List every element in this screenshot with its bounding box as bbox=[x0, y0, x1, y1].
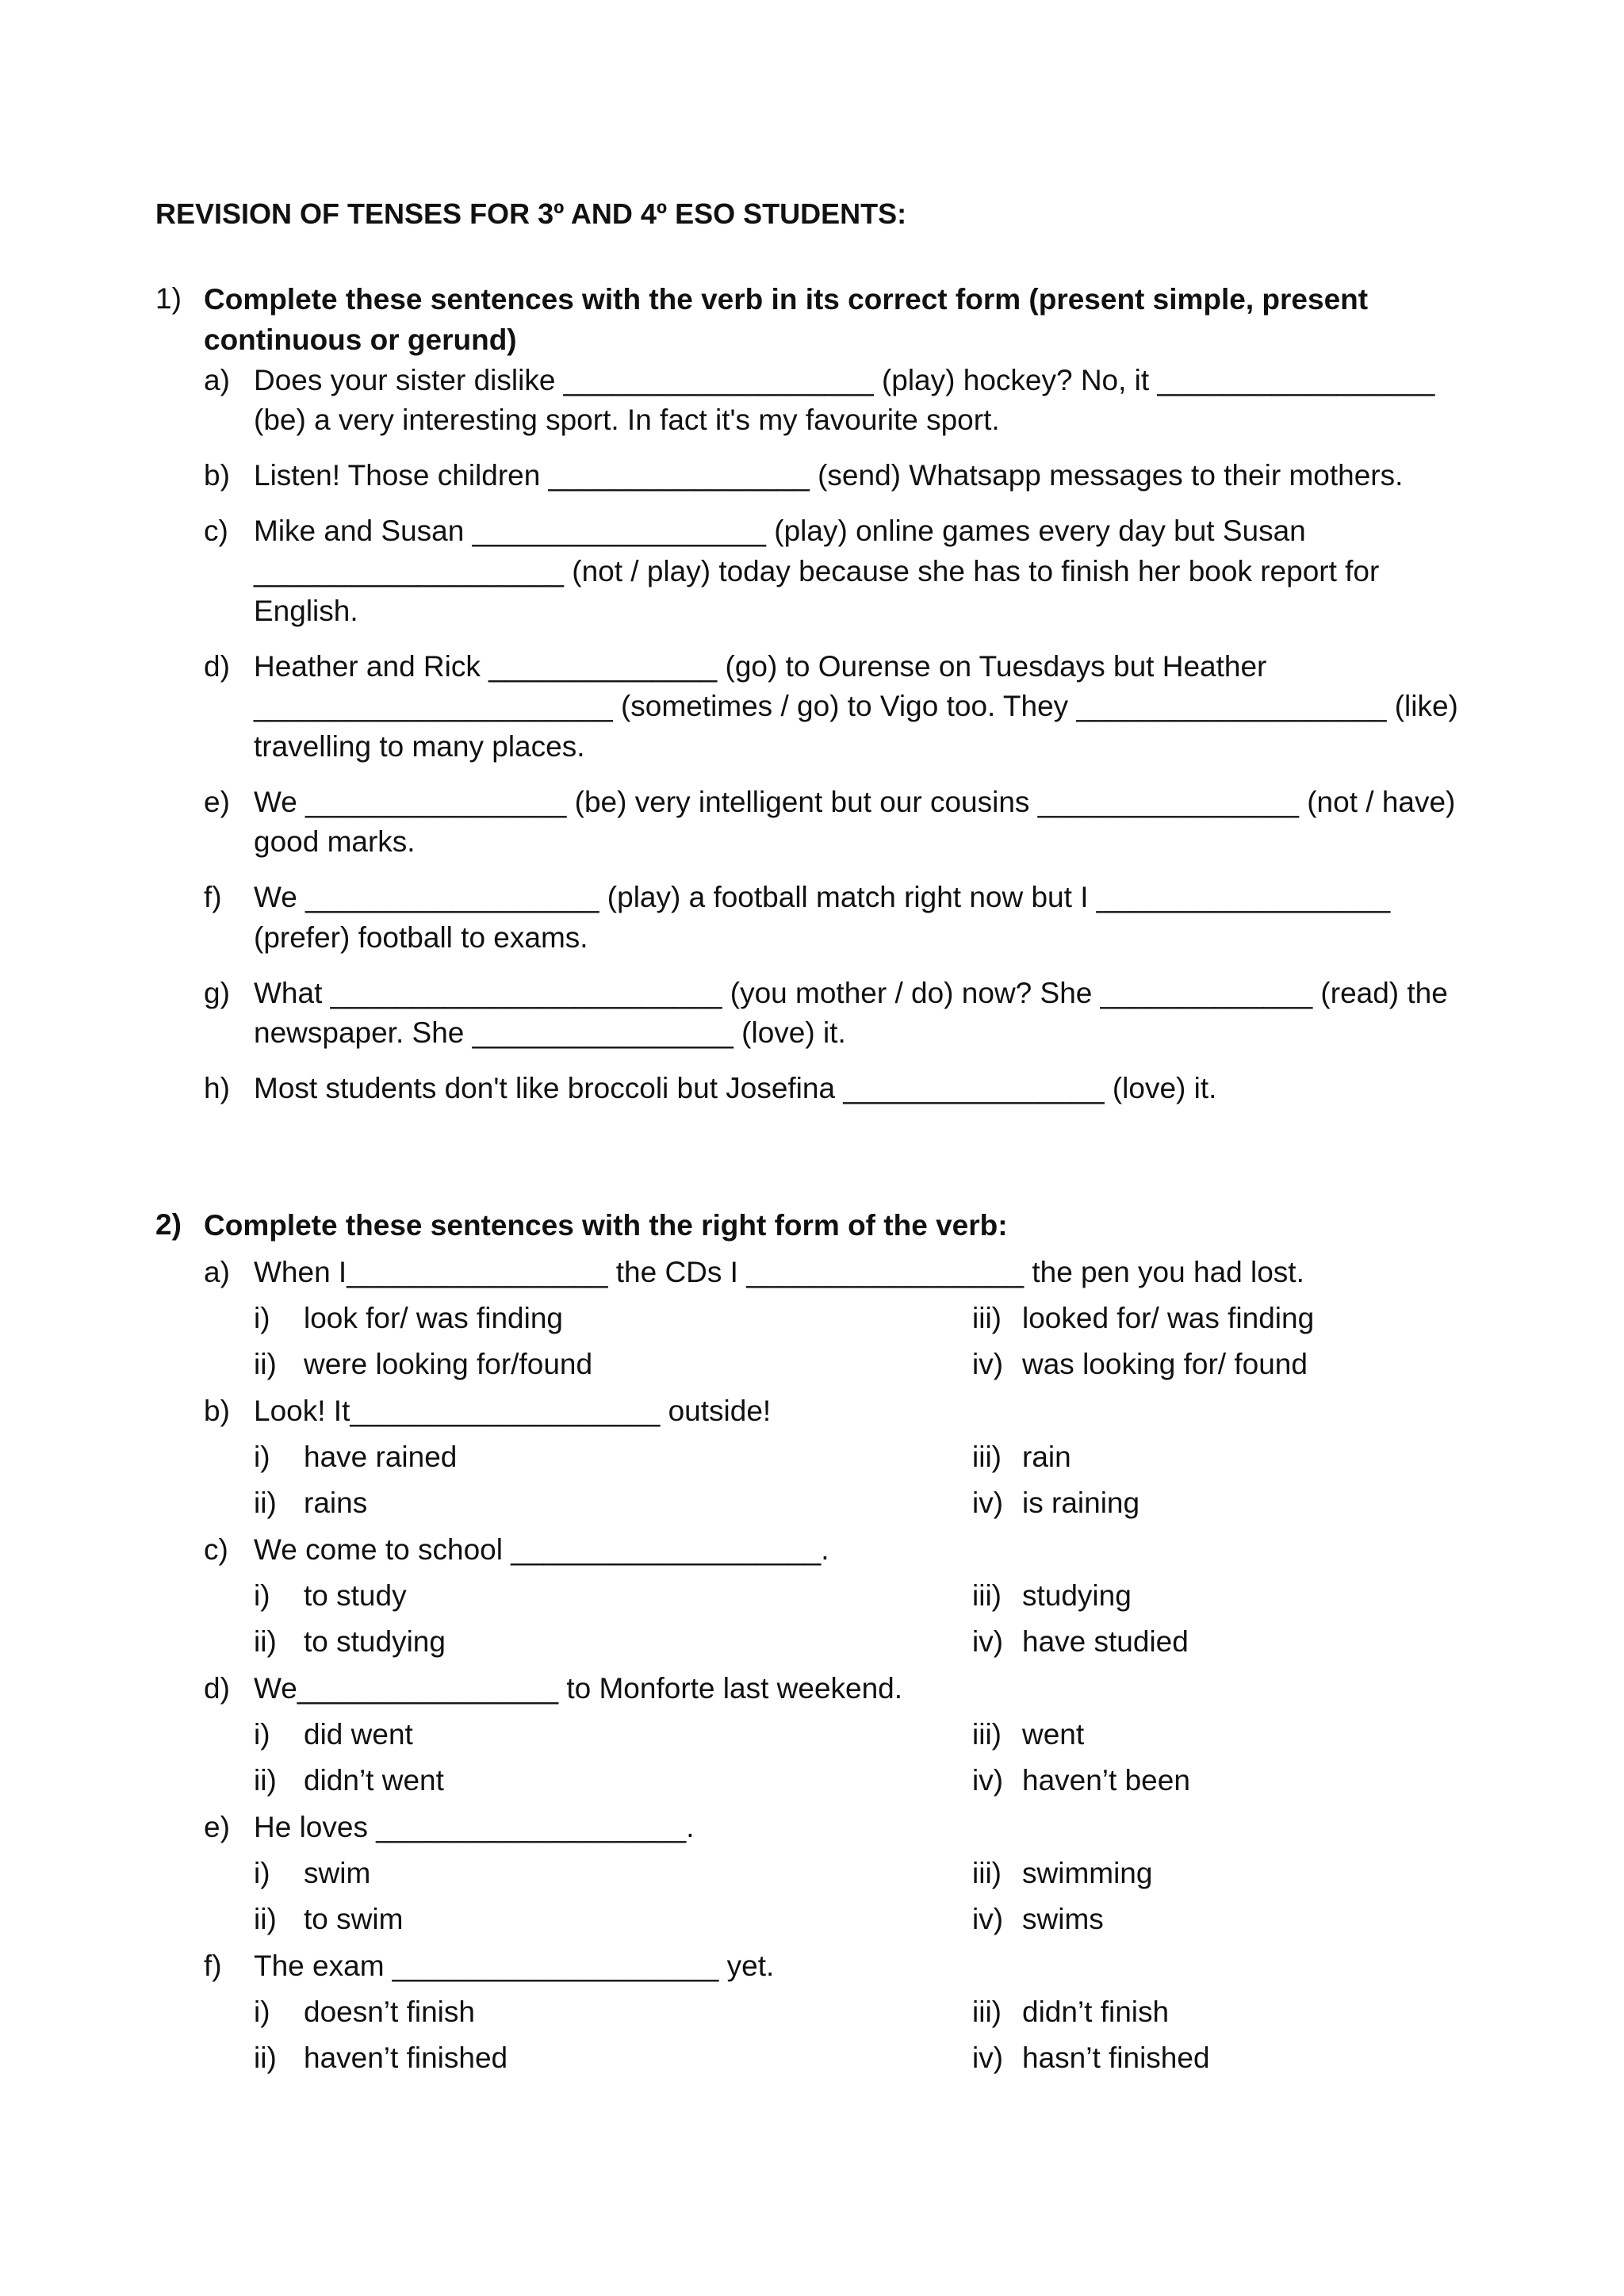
question-1-instruction-line-2: continuous or gerund) bbox=[204, 323, 517, 356]
q1-item-a-line-1: Does your sister dislike ___________________ (play) hockey? No, it _________________ bbox=[254, 364, 1435, 396]
q2-f-option-3: didn’t finish bbox=[1022, 1996, 1170, 2028]
q2-f-option-2-number: ii) bbox=[254, 2042, 277, 2074]
q2-d-option-3: went bbox=[1022, 1718, 1085, 1751]
q2-f-option-2: haven’t finished bbox=[304, 2042, 508, 2074]
q2-e-option-3-number: iii) bbox=[972, 1857, 1002, 1889]
q1-item-d-line-1: Heather and Rick ______________ (go) to Ourense on Tuesdays but Heather bbox=[254, 650, 1267, 683]
q1-item-a-letter: a) bbox=[204, 364, 230, 396]
q1-item-c-line-3: English. bbox=[254, 595, 358, 627]
worksheet-title: REVISION OF TENSES FOR 3º AND 4º ESO STUDENTS: bbox=[155, 197, 907, 230]
question-2-number: 2) bbox=[155, 1208, 182, 1241]
q2-b-option-2-number: ii) bbox=[254, 1487, 277, 1519]
q2-b-option-3: rain bbox=[1022, 1441, 1071, 1473]
q1-item-g-line-1: What ________________________ (you mother / do) now? She _____________ (read) the bbox=[254, 977, 1448, 1009]
q2-e-option-2-number: ii) bbox=[254, 1903, 277, 1935]
q1-item-b-letter: b) bbox=[204, 459, 230, 492]
question-2-instruction: Complete these sentences with the right form of the verb: bbox=[204, 1209, 1008, 1242]
q2-f-option-1-number: i) bbox=[254, 1996, 270, 2028]
q2-b-option-3-number: iii) bbox=[972, 1441, 1002, 1473]
q2-item-b-letter: b) bbox=[204, 1395, 230, 1427]
q2-d-option-2: didn’t went bbox=[304, 1764, 444, 1797]
q1-item-g-line-2: newspaper. She ________________ (love) it. bbox=[254, 1016, 846, 1049]
q2-f-option-4: hasn’t finished bbox=[1022, 2042, 1210, 2074]
q2-c-option-2: to studying bbox=[304, 1625, 446, 1658]
q2-c-option-1: to study bbox=[304, 1579, 407, 1612]
q2-b-option-1-number: i) bbox=[254, 1441, 270, 1473]
q2-b-option-1: have rained bbox=[304, 1441, 458, 1473]
q1-item-f-letter: f) bbox=[204, 881, 222, 913]
q1-item-d-letter: d) bbox=[204, 650, 230, 683]
q2-a-option-4-number: iv) bbox=[972, 1348, 1004, 1380]
q2-item-c-letter: c) bbox=[204, 1533, 228, 1566]
q2-f-option-4-number: iv) bbox=[972, 2042, 1004, 2074]
q2-d-option-1-number: i) bbox=[254, 1718, 270, 1751]
q2-c-option-3-number: iii) bbox=[972, 1579, 1002, 1612]
q1-item-e-line-1: We ________________ (be) very intelligent but our cousins ________________ (not / have) bbox=[254, 786, 1456, 818]
q2-item-c-stem: We come to school ___________________. bbox=[254, 1533, 829, 1566]
q2-d-option-1: did went bbox=[304, 1718, 413, 1751]
q2-e-option-4-number: iv) bbox=[972, 1903, 1004, 1935]
q1-item-d-line-3: travelling to many places. bbox=[254, 730, 585, 763]
q2-item-d-stem: We________________ to Monforte last weekend. bbox=[254, 1672, 903, 1705]
q1-item-d-line-2: ______________________ (sometimes / go) to Vigo too. They ___________________ (like) bbox=[254, 690, 1458, 722]
q2-item-e-letter: e) bbox=[204, 1811, 230, 1843]
q2-b-option-2: rains bbox=[304, 1487, 368, 1519]
q2-a-option-2: were looking for/found bbox=[304, 1348, 593, 1380]
q2-e-option-3: swimming bbox=[1022, 1857, 1153, 1889]
q2-d-option-4: haven’t been bbox=[1022, 1764, 1190, 1797]
q2-e-option-1: swim bbox=[304, 1857, 371, 1889]
q2-d-option-4-number: iv) bbox=[972, 1764, 1004, 1797]
q2-item-f-letter: f) bbox=[204, 1950, 222, 1982]
q2-c-option-2-number: ii) bbox=[254, 1625, 277, 1658]
q2-f-option-1: doesn’t finish bbox=[304, 1996, 475, 2028]
q1-item-c-line-2: ___________________ (not / play) today because she has to finish her book report for bbox=[254, 555, 1380, 587]
q1-item-g-letter: g) bbox=[204, 977, 230, 1009]
q2-c-option-4: have studied bbox=[1022, 1625, 1189, 1658]
q1-item-e-letter: e) bbox=[204, 786, 230, 818]
question-1-instruction-line-1: Complete these sentences with the verb in its correct form (present simple, present bbox=[204, 283, 1369, 316]
q2-b-option-4-number: iv) bbox=[972, 1487, 1004, 1519]
q2-c-option-3: studying bbox=[1022, 1579, 1132, 1612]
q2-e-option-4: swims bbox=[1022, 1903, 1104, 1935]
q1-item-f-line-2: (prefer) football to exams. bbox=[254, 921, 588, 954]
q1-item-h-line-1: Most students don't like broccoli but Josefina ________________ (love) it. bbox=[254, 1072, 1217, 1104]
q1-item-a-line-2: (be) a very interesting sport. In fact it's my favourite sport. bbox=[254, 404, 1000, 436]
q2-a-option-1-number: i) bbox=[254, 1302, 270, 1334]
q2-b-option-4: is raining bbox=[1022, 1487, 1140, 1519]
q2-c-option-1-number: i) bbox=[254, 1579, 270, 1612]
q2-a-option-4: was looking for/ found bbox=[1022, 1348, 1308, 1380]
q2-item-b-stem: Look! It___________________ outside! bbox=[254, 1395, 772, 1427]
q2-e-option-1-number: i) bbox=[254, 1857, 270, 1889]
q1-item-h-letter: h) bbox=[204, 1072, 230, 1104]
q2-e-option-2: to swim bbox=[304, 1903, 404, 1935]
q2-a-option-3: looked for/ was finding bbox=[1022, 1302, 1315, 1334]
q2-a-option-2-number: ii) bbox=[254, 1348, 277, 1380]
q2-a-option-3-number: iii) bbox=[972, 1302, 1002, 1334]
q2-item-f-stem: The exam ____________________ yet. bbox=[254, 1950, 775, 1982]
q2-c-option-4-number: iv) bbox=[972, 1625, 1004, 1658]
q1-item-c-letter: c) bbox=[204, 515, 228, 547]
q2-item-a-letter: a) bbox=[204, 1256, 230, 1288]
question-1-number: 1) bbox=[155, 282, 182, 315]
q1-item-e-line-2: good marks. bbox=[254, 825, 416, 858]
q1-item-b-line-1: Listen! Those children ________________ (send) Whatsapp messages to their mothers. bbox=[254, 459, 1404, 492]
q1-item-f-line-1: We __________________ (play) a football match right now but I __________________ bbox=[254, 881, 1391, 913]
q2-item-d-letter: d) bbox=[204, 1672, 230, 1705]
q2-a-option-1: look for/ was finding bbox=[304, 1302, 564, 1334]
q2-d-option-3-number: iii) bbox=[972, 1718, 1002, 1751]
q2-f-option-3-number: iii) bbox=[972, 1996, 1002, 2028]
q2-item-a-stem: When I________________ the CDs I _________________ the pen you had lost. bbox=[254, 1256, 1304, 1288]
q1-item-c-line-1: Mike and Susan __________________ (play) online games every day but Susan bbox=[254, 515, 1306, 547]
q2-item-e-stem: He loves ___________________. bbox=[254, 1811, 695, 1843]
q2-d-option-2-number: ii) bbox=[254, 1764, 277, 1797]
